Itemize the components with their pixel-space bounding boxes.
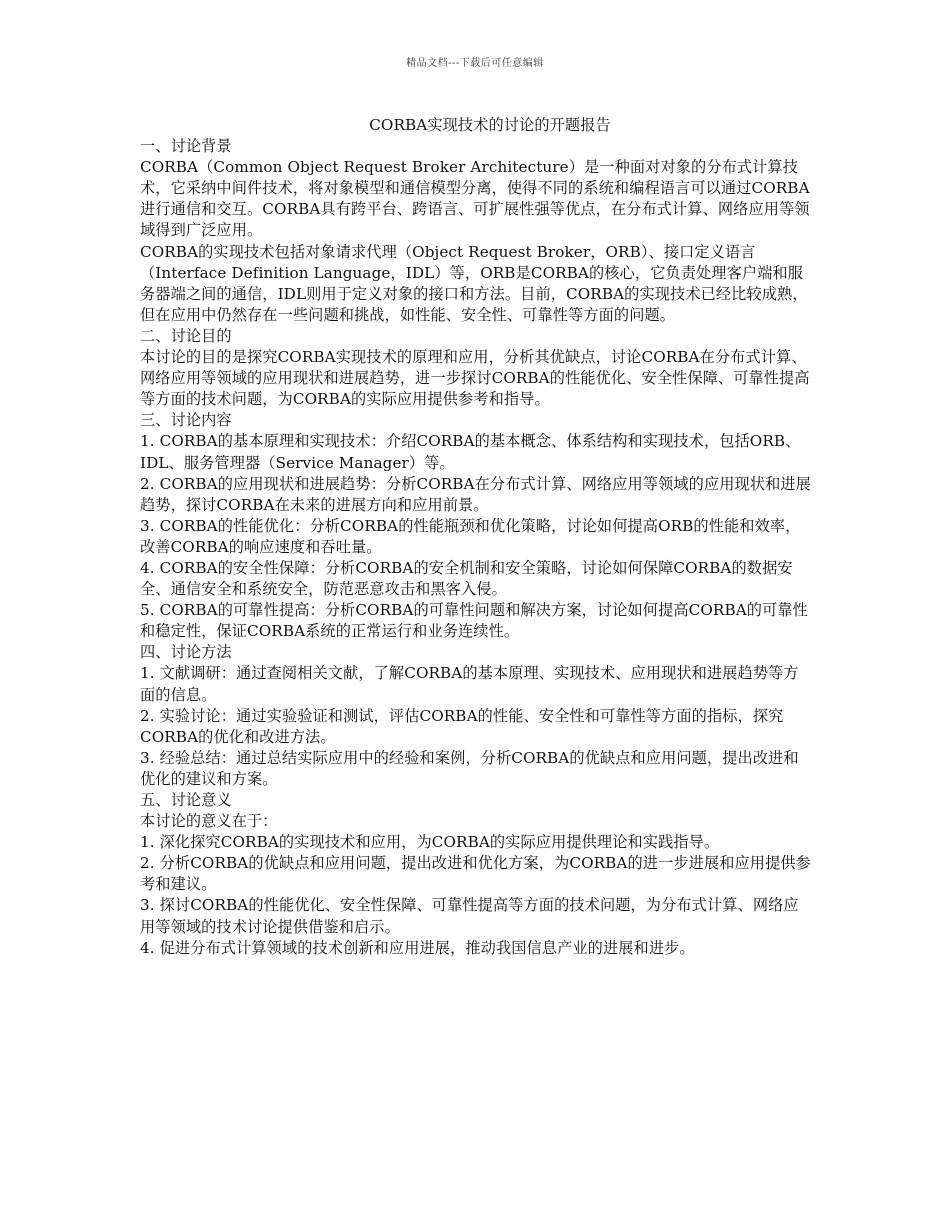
section-heading-purpose: 二、讨论目的 (140, 326, 232, 345)
section-heading-background: 一、讨论背景 (140, 137, 232, 156)
content-list-item: 3. CORBA的性能优化：分析CORBA的性能瓶颈和优化策略，讨论如何提高ORB的性能和效率，改善CORBA的响应速度和吞吐量。 (140, 516, 801, 556)
significance-list-item: 3. 探讨CORBA的性能优化、安全性保障、可靠性提高等方面的技术问题，为分布式计算、网络应用等领域的技术讨论提供借鉴和启示。 (140, 896, 799, 936)
significance-list-item: 4. 促进分布式计算领域的技术创新和应用进展，推动我国信息产业的进展和进步。 (140, 938, 695, 957)
content-list-item: 2. CORBA的应用现状和进展趋势：分析CORBA在分布式计算、网络应用等领域的应用现状和进展趋势，探讨CORBA在未来的进展方向和应用前景。 (140, 474, 811, 514)
section-heading-content: 三、讨论内容 (140, 411, 232, 430)
purpose-paragraph: 本讨论的目的是探究CORBA实现技术的原理和应用，分析其优缺点，讨论CORBA在分布式计算、网络应用等领域的应用现状和进展趋势，进一步探讨CORBA的性能优化、安全性保障、可靠性提高等方面的技术问题，为CORBA的实际应用提供参考和指导。 (140, 348, 810, 409)
methods-list-item: 1. 文献调研：通过查阅相关文献，了解CORBA的基本原理、实现技术、应用现状和进展趋势等方面的信息。 (140, 664, 799, 704)
methods-list-item: 2. 实验讨论：通过实验验证和测试，评估CORBA的性能、安全性和可靠性等方面的指标，探究CORBA的优化和改进方法。 (140, 706, 784, 746)
content-list-item: 1. CORBA的基本原理和实现技术：介绍CORBA的基本概念、体系结构和实现技术，包括ORB、IDL、服务管理器（Service Manager）等。 (140, 432, 801, 472)
significance-list-item: 2. 分析CORBA的优缺点和应用问题，提出改进和优化方案，为CORBA的进一步进展和应用提供参考和建议。 (140, 854, 811, 894)
document-body (140, 115, 812, 959)
content-list-item: 5. CORBA的可靠性提高：分析CORBA的可靠性问题和解决方案，讨论如何提高CORBA的可靠性和稳定性，保证CORBA系统的正常运行和业务连续性。 (140, 601, 808, 641)
background-paragraph-1: CORBA（Common Object Request Broker Architecture）是一种面对对象的分布式计算技术，它采纳中间件技术，将对象模型和通信模型分离，使得不同的系统和编程语言可以通过CORBA进行通信和交互。CORBA具有跨平台、跨语言、可扩展性强等优点，在分布式计算、网络应用等领域得到广泛应用。 (140, 158, 810, 240)
significance-intro: 本讨论的意义在于： (140, 812, 278, 831)
page-header-note: 精品文档---下载后可任意编辑 (406, 58, 544, 69)
background-paragraph-2: CORBA的实现技术包括对象请求代理（Object Request Broker，ORB）、接口定义语言（Interface Definition Language，IDL）等，ORB是CORBA的核心，它负责处理客户端和服务器端之间的通信，IDL则用于定义对象的接口和方法。目前，CORBA的实现技术已经比较成熟，但在应用中仍然存在一些问题和挑战，如性能、安全性、可靠性等方面的问题。 (140, 242, 808, 324)
content-list-item: 4. CORBA的安全性保障：分析CORBA的安全机制和安全策略，讨论如何保障CORBA的数据安全、通信安全和系统安全，防范恶意攻击和黑客入侵。 (140, 558, 793, 599)
methods-list-item: 3. 经验总结：通过总结实际应用中的经验和案例，分析CORBA的优缺点和应用问题，提出改进和优化的建议和方案。 (140, 748, 799, 788)
section-heading-methods: 四、讨论方法 (140, 643, 232, 662)
significance-list-item: 1. 深化探究CORBA的实现技术和应用，为CORBA的实际应用提供理论和实践指导。 (140, 833, 720, 852)
document-title: CORBA实现技术的讨论的开题报告 (369, 116, 611, 134)
section-heading-significance: 五、讨论意义 (140, 791, 232, 809)
